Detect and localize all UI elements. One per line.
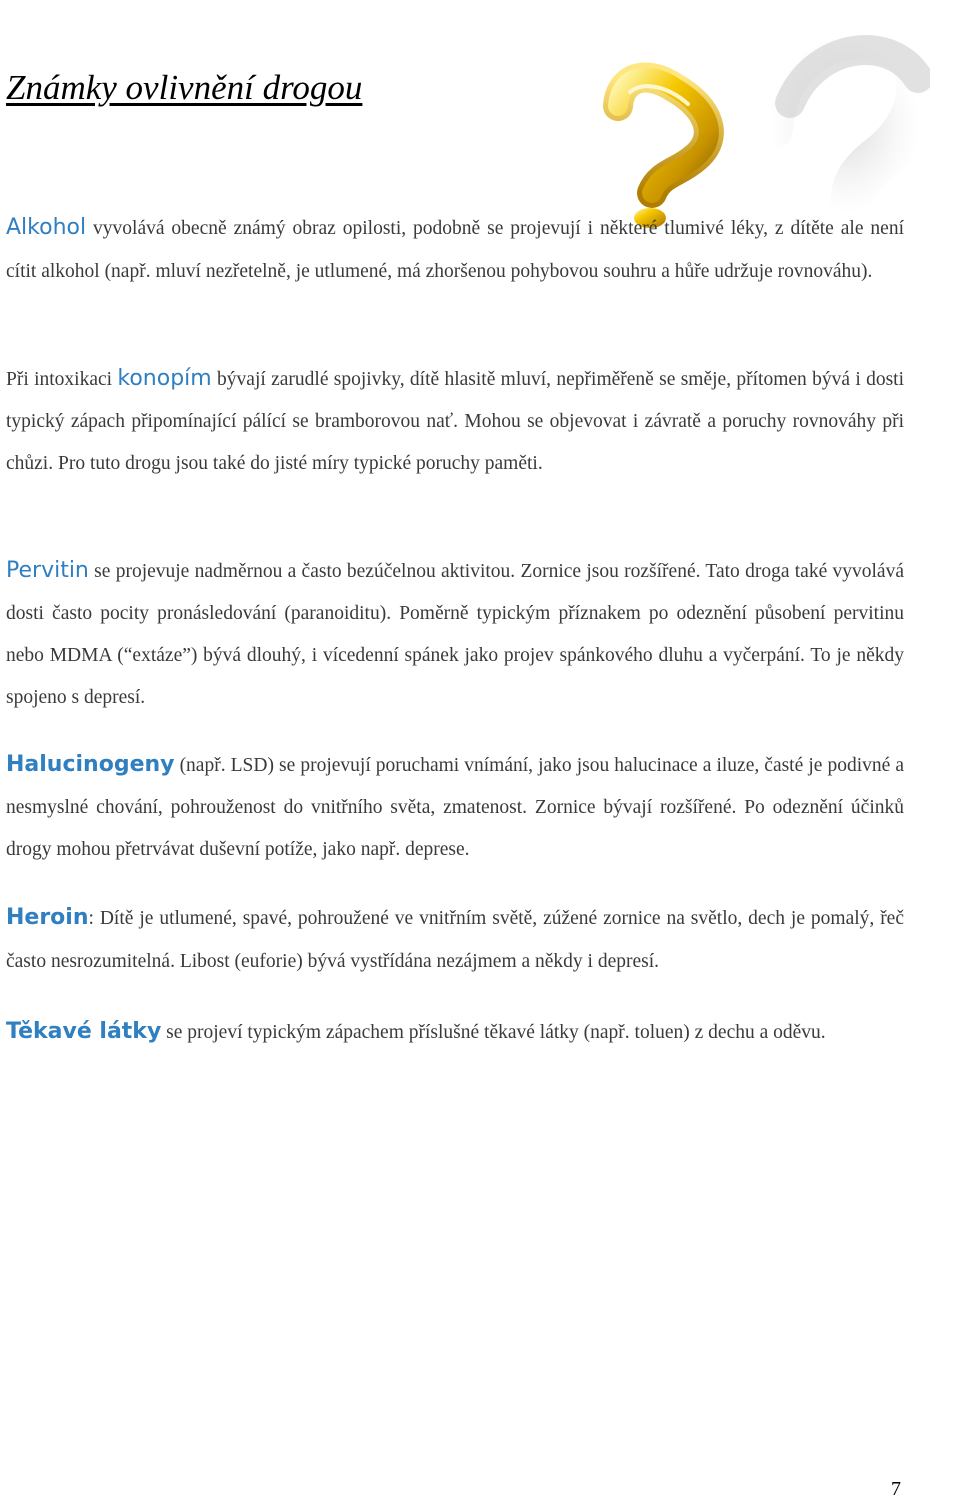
section-konopi-intro: Při intoxikaci	[6, 369, 118, 390]
section-halucinogeny	[6, 744, 904, 871]
keyword-halucinogeny: Halucinogeny	[6, 752, 175, 777]
page-title: Známky ovlivnění drogou	[6, 68, 363, 107]
section-konopi-text: bývají zarudlé spojivky, dítě hlasitě mluví, nepřiměřeně se směje, přítomen bývá i dosti typický zápach připomínající pálící se bramborovou nať. Mohou se objevovat i závratě a poruchy rovnováhy při chůzi. Pro tuto drogu jsou také do jisté míry typické poruchy paměti.	[6, 369, 904, 474]
page-number: 7	[891, 1478, 901, 1500]
section-pervitin-text: se projevuje nadměrnou a často bezúčelnou aktivitou. Zornice jsou rozšířené. Tato droga také vyvolává dosti často pocity pronásledování (paranoiditu). Poměrně typickým příznakem po odeznění působení pervitinu nebo MDMA (“extáze”) bývá dlouhý, i vícedenní spánek jako projev spánkového dluhu a vyčerpání. To je někdy spojeno s depresí.	[6, 561, 904, 708]
section-alkohol-text: vyvolává obecně známý obraz opilosti, podobně se projevují i některé tlumivé léky, z dítěte ale není cítit alkohol (např. mluví nezřetelně, je utlumené, má zhoršenou pohybovou souhru a hůře udržuje rovnováhu).	[6, 218, 904, 282]
section-alkohol	[6, 206, 904, 293]
keyword-pervitin: Pervitin	[6, 558, 89, 583]
keyword-tekave-latky: Těkavé látky	[6, 1019, 162, 1044]
question-mark-illustration	[600, 8, 930, 238]
section-heroin	[6, 896, 904, 983]
section-heroin-text: : Dítě je utlumené, spavé, pohroužené ve vnitřním světě, zúžené zornice na světlo, dech je pomalý, řeč často nesrozumitelná. Libost (euforie) bývá vystřídána nezájmem a někdy i depresí.	[6, 908, 904, 972]
section-konopi	[6, 358, 904, 485]
section-tekave-latky	[6, 1010, 904, 1055]
section-pervitin	[6, 550, 904, 719]
keyword-alkohol: Alkohol	[6, 215, 87, 240]
keyword-konopim: konopím	[117, 366, 212, 391]
section-tekave-latky-text: se projeví typickým zápachem příslušné těkavé látky (např. toluen) z dechu a oděvu.	[161, 1022, 826, 1043]
keyword-heroin: Heroin	[6, 905, 89, 930]
section-halucinogeny-text: (např. LSD) se projevují poruchami vnímání, jako jsou halucinace a iluze, časté je podivné a nesmyslné chování, pohrouženost do vnitřního světa, zmatenost. Zornice bývají rozšířené. Po odeznění účinků drogy mohou přetrvávat duševní potíže, jako např. deprese.	[6, 755, 904, 860]
